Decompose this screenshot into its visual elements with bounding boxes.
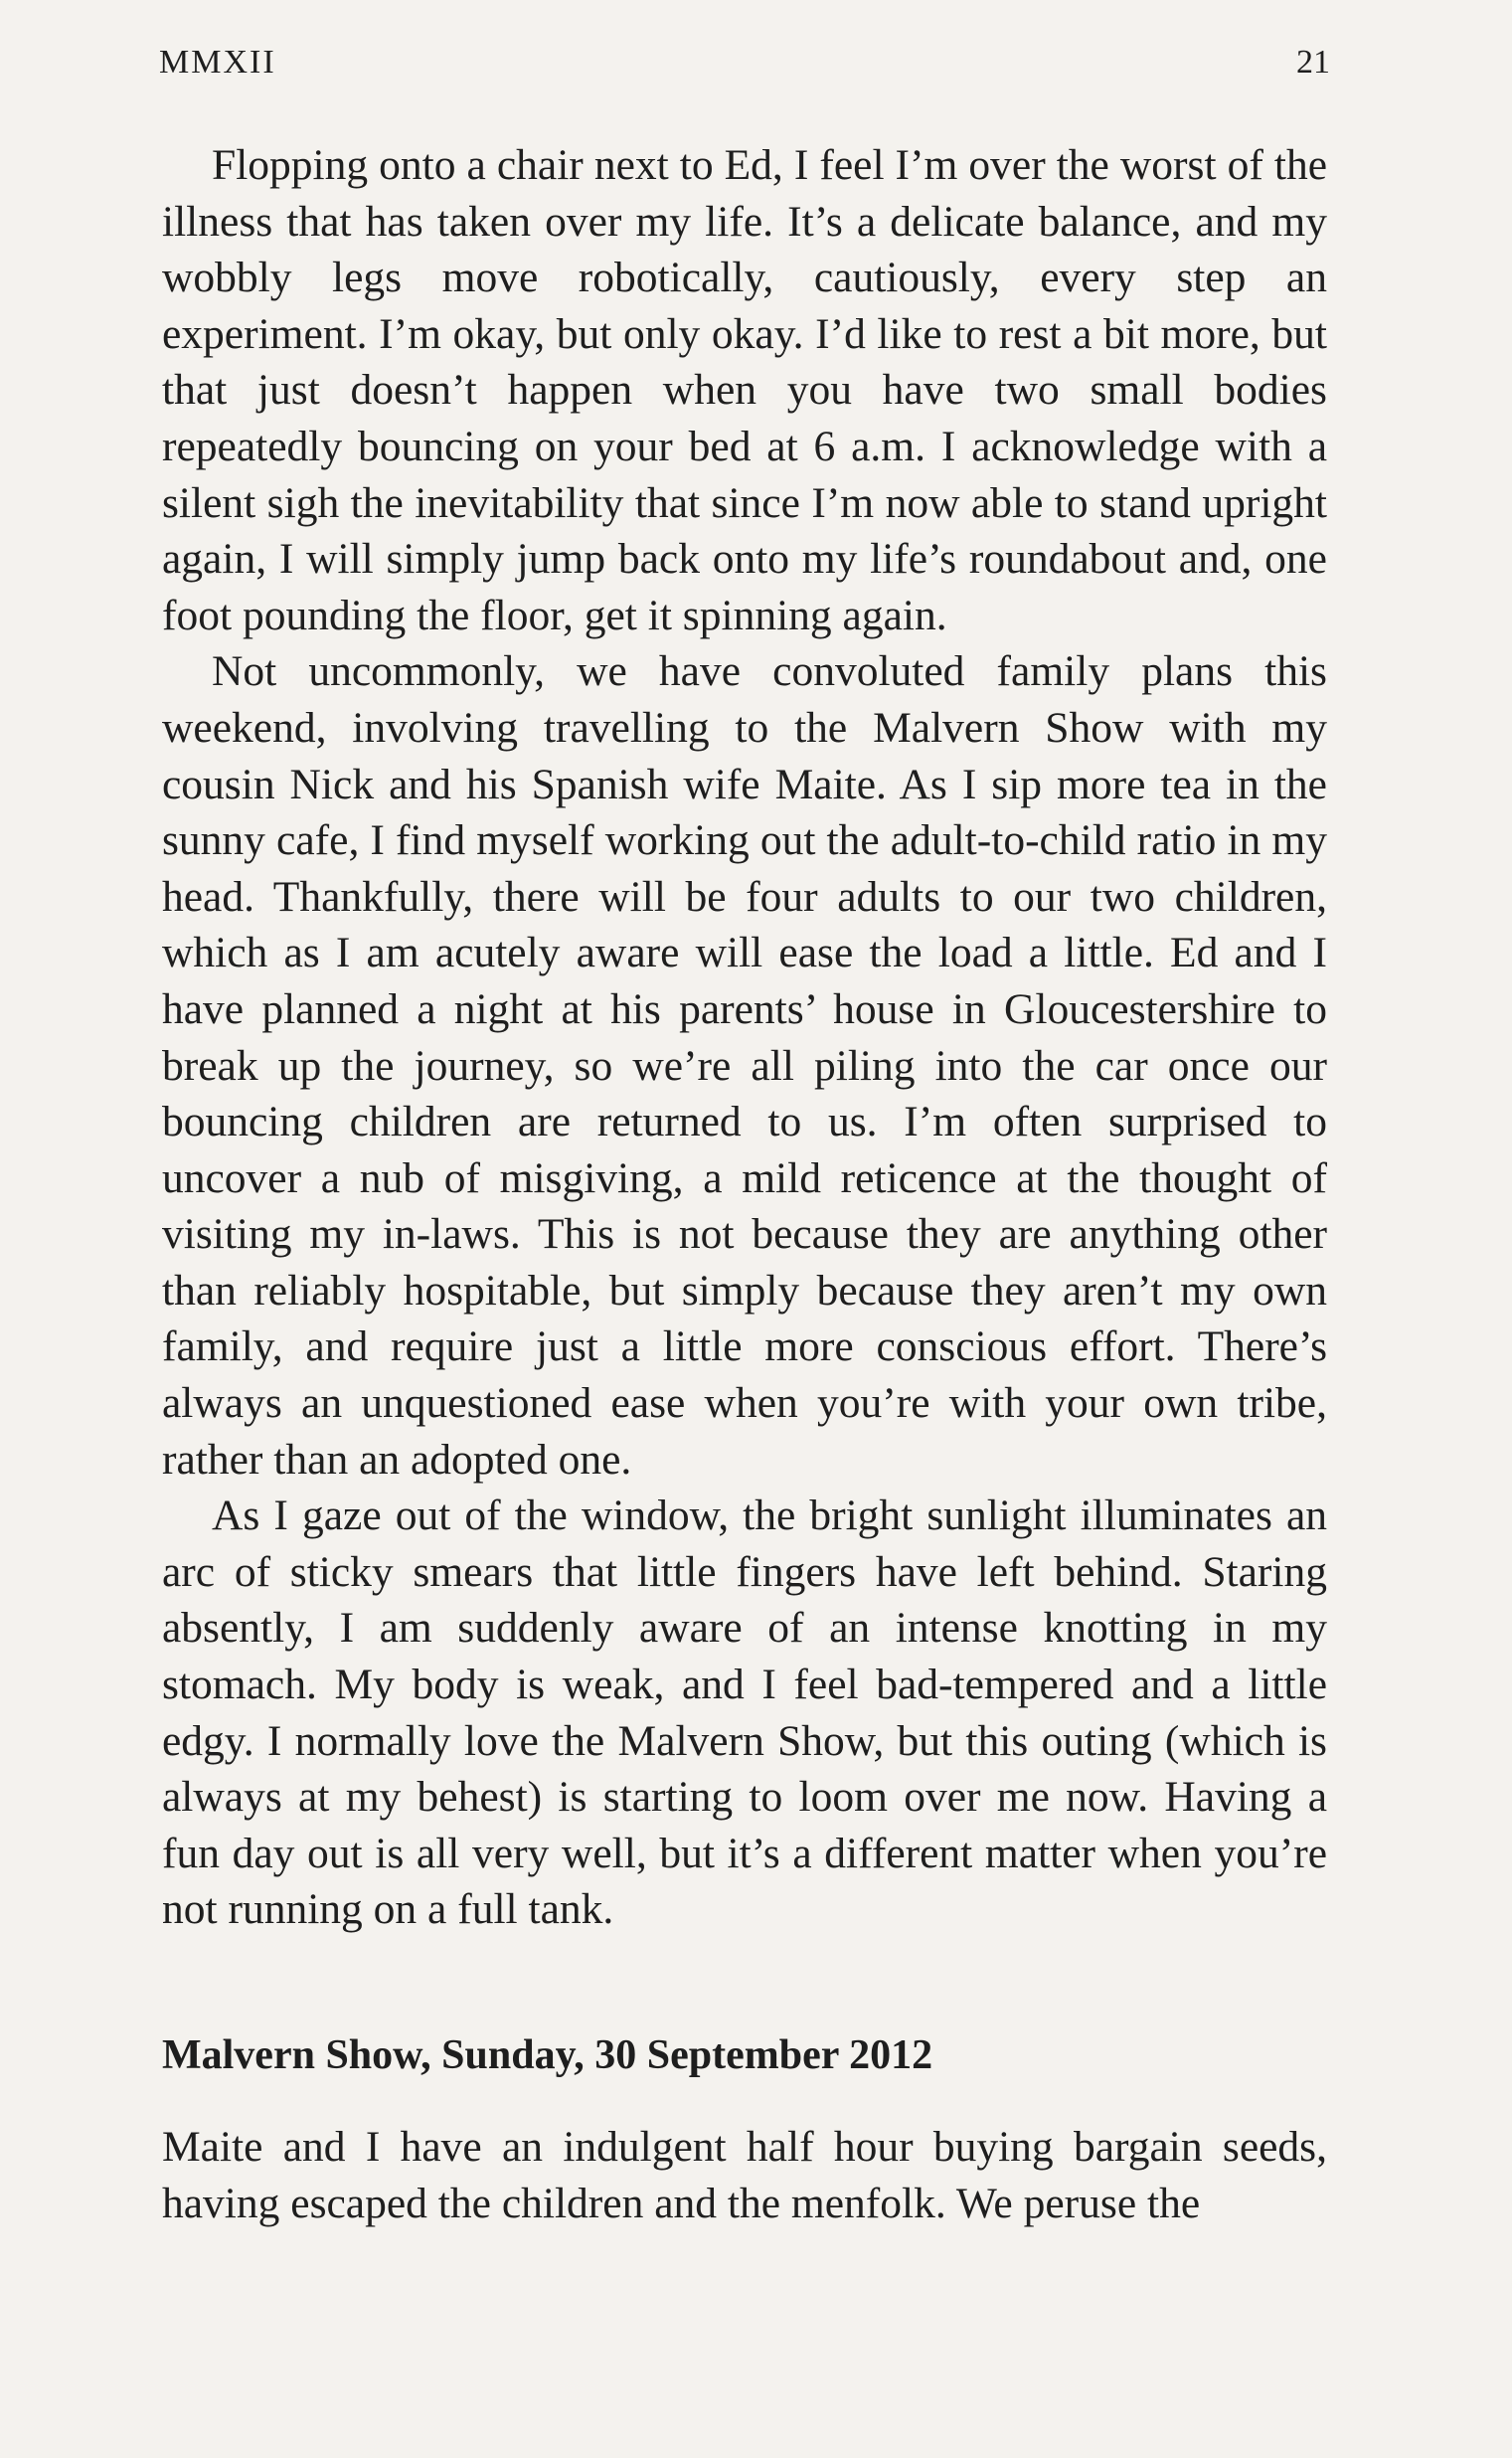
body-text (162, 137, 1327, 2231)
running-title: MMXII (159, 44, 276, 81)
page-number: 21 (1296, 44, 1330, 81)
paragraph: As I gaze out of the window, the bright sunlight illuminates an arc of sticky smears that little fingers have left behind. Staring absently, I am suddenly aware of an intense knotting in my stomach. My body is weak, and I feel bad-tempered and a little edgy. I normally love the Malvern Show, but this outing (which is always at my behest) is starting to loom over me now. Having a fun day out is all very well, but it’s a different matter when you’re not running on a full tank. (162, 1492, 1327, 1934)
paragraph: Flopping onto a chair next to Ed, I feel I’m over the worst of the illness that has taken over my life. It’s a delicate balance, and my wobbly legs move robotically, cautiously, every step an experiment. I’m okay, but only okay. I’d like to rest a bit more, but that just doesn’t happen when you have two small bodies repeatedly bouncing on your bed at 6 a.m. I acknowledge with a silent sigh the inevitability that since I’m now able to stand upright again, I will simply jump back onto my life’s roundabout and, one foot pounding the floor, get it spinning again. (162, 141, 1327, 639)
paragraph: Maite and I have an indulgent half hour buying bargain seeds, having escaped the children and the menfolk. We peruse the (162, 2123, 1327, 2227)
section-heading: Malvern Show, Sunday, 30 September 2012 (162, 2032, 933, 2078)
running-head (159, 44, 1330, 84)
paragraph: Not uncommonly, we have convoluted family plans this weekend, involving travelling to the Malvern Show with my cousin Nick and his Spanish wife Maite. As I sip more tea in the sunny cafe, I find myself working out the adult-to-child ratio in my head. Thankfully, there will be four adults to our two children, which as I am acutely aware will ease the load a little. Ed and I have planned a night at his parents’ house in Gloucestershire to break up the journey, so we’re all piling into the car once our bouncing children are returned to us. I’m often surprised to uncover a nub of misgiving, a mild reticence at the thought of visiting my in-laws. This is not because they are anything other than reliably hospitable, but simply because they aren’t my own family, and require just a little more conscious effort. There’s always an unquestioned ease when you’re with your own tribe, rather than an adopted one. (162, 647, 1327, 1484)
